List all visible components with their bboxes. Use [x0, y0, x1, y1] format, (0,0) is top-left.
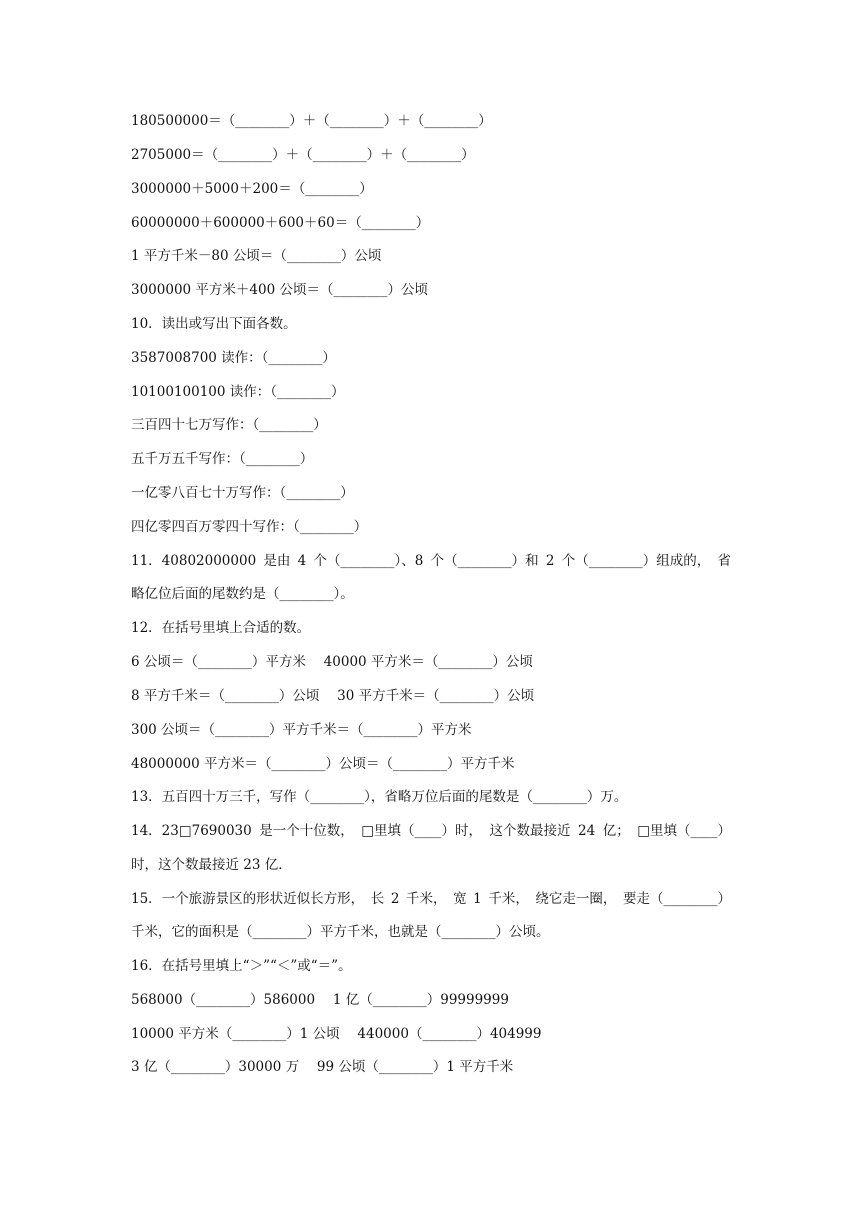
question-12-heading: 12．在括号里填上合适的数。	[131, 620, 311, 636]
text-segment: 宽	[453, 891, 467, 907]
text-segment: □里填（____）时，	[361, 823, 483, 839]
text-segment: 要走（________）	[623, 891, 731, 907]
text-segment: 是一个十位数，	[259, 823, 354, 839]
question-line-4: 60000000＋600000＋600＋60＝（________）	[131, 215, 430, 231]
question-line-3: 3000000＋5000＋200＝（________）	[131, 181, 373, 197]
question-14-line-1	[131, 822, 731, 840]
question-line-6: 3000000 平方米＋400 公顷＝（________）公顷	[131, 282, 428, 298]
text-segment: 个（________）组成的，	[561, 553, 711, 569]
question-line-5: 1 平方千米－80 公顷＝（________）公顷	[131, 248, 382, 264]
text-segment: 千米，	[406, 891, 447, 907]
question-16-item-2: 10000 平方米（________）1 公顷 440000（________）404999	[131, 1026, 542, 1042]
question-12-item-1: 6 公顷＝（________）平方米 40000 平方米＝（________）公顷	[131, 654, 533, 670]
question-10-item-5: 一亿零八百七十万写作：（________）	[131, 485, 354, 501]
text-segment: 个（________）、8	[313, 553, 424, 569]
text-segment: 千米，	[488, 891, 529, 907]
text-segment: 个（________）和	[430, 553, 539, 569]
question-13: 13．五百四十万三千，写作（________），省略万位后面的尾数是（________）万。	[131, 789, 628, 805]
text-segment: 这个数最接近	[489, 823, 571, 839]
question-14-line-2: 时，这个数最接近 23 亿．	[131, 857, 292, 873]
question-16-item-3: 3 亿（________）30000 万 99 公顷（________）1 平方千米	[131, 1059, 514, 1075]
text-segment: 省	[717, 553, 731, 569]
question-line-1: 180500000＝（________）＋（________）＋（________）	[131, 113, 492, 129]
text-segment: 1	[473, 891, 482, 907]
text-segment: □里填（____）	[637, 823, 731, 839]
question-12-item-4: 48000000 平方米＝（________）公顷＝（________）平方千米	[131, 756, 515, 772]
question-10-heading: 10．读出或写出下面各数。	[131, 316, 297, 332]
question-10-item-4: 五千万五千写作：（________）	[131, 451, 314, 467]
question-15-line-2: 千米，它的面积是（________）平方千米，也就是（________）公顷。	[131, 924, 550, 940]
text-segment: 11．40802000000	[131, 553, 257, 569]
text-segment: 是由	[263, 553, 291, 569]
question-16-heading: 16．在括号里填上“＞”“＜”或“＝”。	[131, 958, 352, 974]
question-15-line-1	[131, 890, 731, 908]
text-segment: 14．23□7690030	[131, 823, 252, 839]
question-10-item-3: 三百四十七万写作：（________）	[131, 417, 327, 433]
text-segment: 2	[390, 891, 400, 907]
question-12-item-3: 300 公顷＝（________）平方千米＝（________）平方米	[131, 722, 472, 738]
text-segment: 长	[370, 891, 385, 907]
question-10-item-2: 10100100100 读作：（________）	[131, 384, 345, 400]
question-11-line-1	[131, 552, 731, 570]
text-segment: 亿；	[602, 823, 630, 839]
question-11-line-2: 略亿位后面的尾数约是（________）。	[131, 586, 354, 602]
question-10-item-1: 3587008700 读作：（________）	[131, 350, 336, 366]
question-12-item-2: 8 平方千米＝（________）公顷 30 平方千米＝（________）公顷	[131, 688, 535, 704]
text-segment: 4	[297, 553, 307, 569]
text-segment: 24	[578, 823, 596, 839]
question-16-item-1: 568000（________）586000 1 亿（________）99999999	[131, 992, 509, 1008]
text-segment: 15．一个旅游景区的形状近似长方形，	[131, 891, 365, 907]
text-segment: 2	[545, 553, 555, 569]
text-segment: 绕它走一圈，	[535, 891, 617, 907]
question-10-item-6: 四亿零四百万零四十写作：（________）	[131, 519, 368, 535]
question-line-2: 2705000＝（________）＋（________）＋（________）	[131, 147, 475, 163]
